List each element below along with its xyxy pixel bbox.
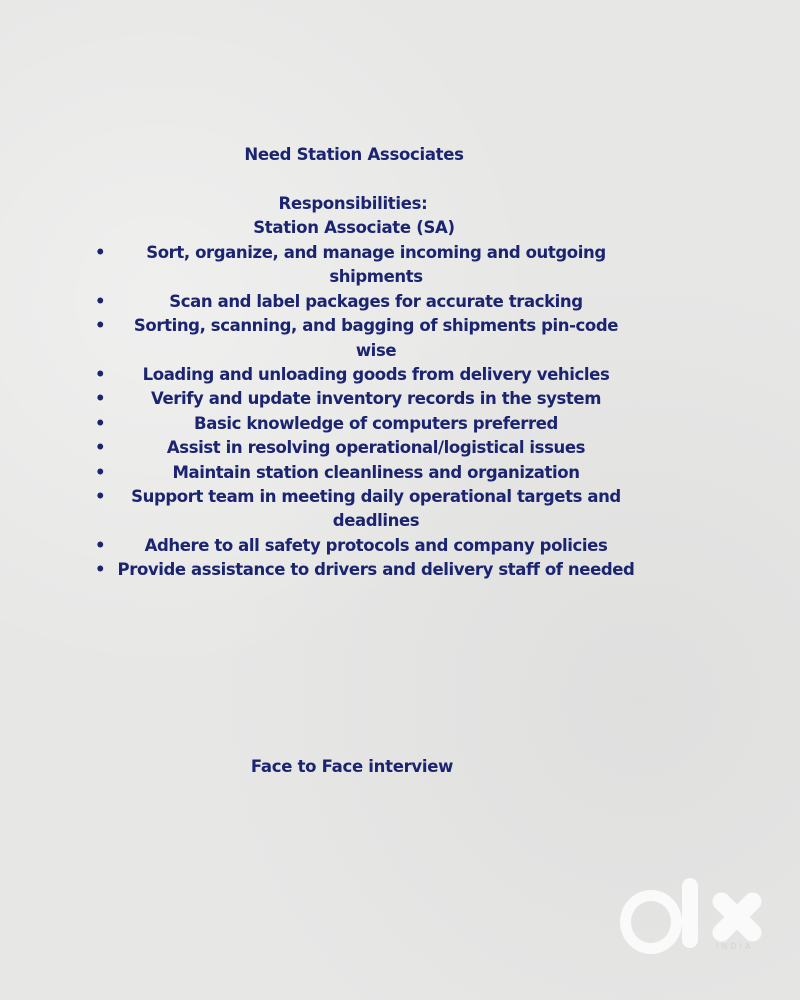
- bullet-icon: •: [95, 438, 106, 458]
- list-item-text: Sorting, scanning, and bagging of shipments pin-code wise: [133, 316, 619, 360]
- list-item-text: Verify and update inventory records in the system: [151, 389, 601, 409]
- bullet-icon: •: [95, 291, 106, 311]
- responsibilities-list: [90, 241, 650, 583]
- bullet-icon: •: [95, 487, 106, 507]
- bullet-icon: •: [95, 560, 106, 580]
- responsibilities-heading: Responsibilities:: [278, 194, 428, 213]
- interview-note: Face to Face interview: [250, 757, 454, 776]
- list-item-text: Scan and label packages for accurate tracking: [169, 291, 583, 311]
- bullet-icon: •: [95, 413, 106, 433]
- logo-subtext: INDIA: [716, 942, 754, 951]
- list-item-text: Provide assistance to drivers and delivery staff of needed: [117, 560, 635, 580]
- bullet-icon: •: [95, 365, 106, 385]
- list-item: [90, 558, 650, 582]
- bullet-icon: •: [95, 243, 106, 262]
- olx-india-logo: [618, 878, 763, 958]
- bullet-icon: •: [95, 389, 106, 409]
- list-item: [90, 436, 650, 460]
- list-item: [90, 363, 650, 387]
- list-item: [90, 461, 650, 485]
- list-item: [90, 387, 650, 411]
- list-item-text: Basic knowledge of computers preferred: [194, 413, 558, 433]
- bullet-icon: •: [95, 462, 106, 482]
- bullet-icon: •: [95, 535, 106, 555]
- bullet-icon: •: [95, 316, 106, 336]
- list-item: [90, 412, 650, 436]
- list-item-text: Sort, organize, and manage incoming and outgoing shipments: [146, 243, 606, 287]
- list-item-text: Loading and unloading goods from delivery vehicles: [142, 365, 610, 385]
- list-item: [90, 314, 650, 363]
- page-title: Need Station Associates: [244, 145, 464, 164]
- list-item: [90, 534, 650, 558]
- list-item-text: Support team in meeting daily operational targets and deadlines: [131, 487, 621, 531]
- list-item: [90, 241, 650, 290]
- list-item-text: Assist in resolving operational/logistical issues: [166, 438, 586, 458]
- list-item: [90, 290, 650, 314]
- list-item-text: Maintain station cleanliness and organization: [172, 462, 580, 482]
- list-item: [90, 485, 650, 534]
- list-item-text: Adhere to all safety protocols and company policies: [144, 535, 608, 555]
- role-heading: Station Associate (SA): [253, 218, 455, 237]
